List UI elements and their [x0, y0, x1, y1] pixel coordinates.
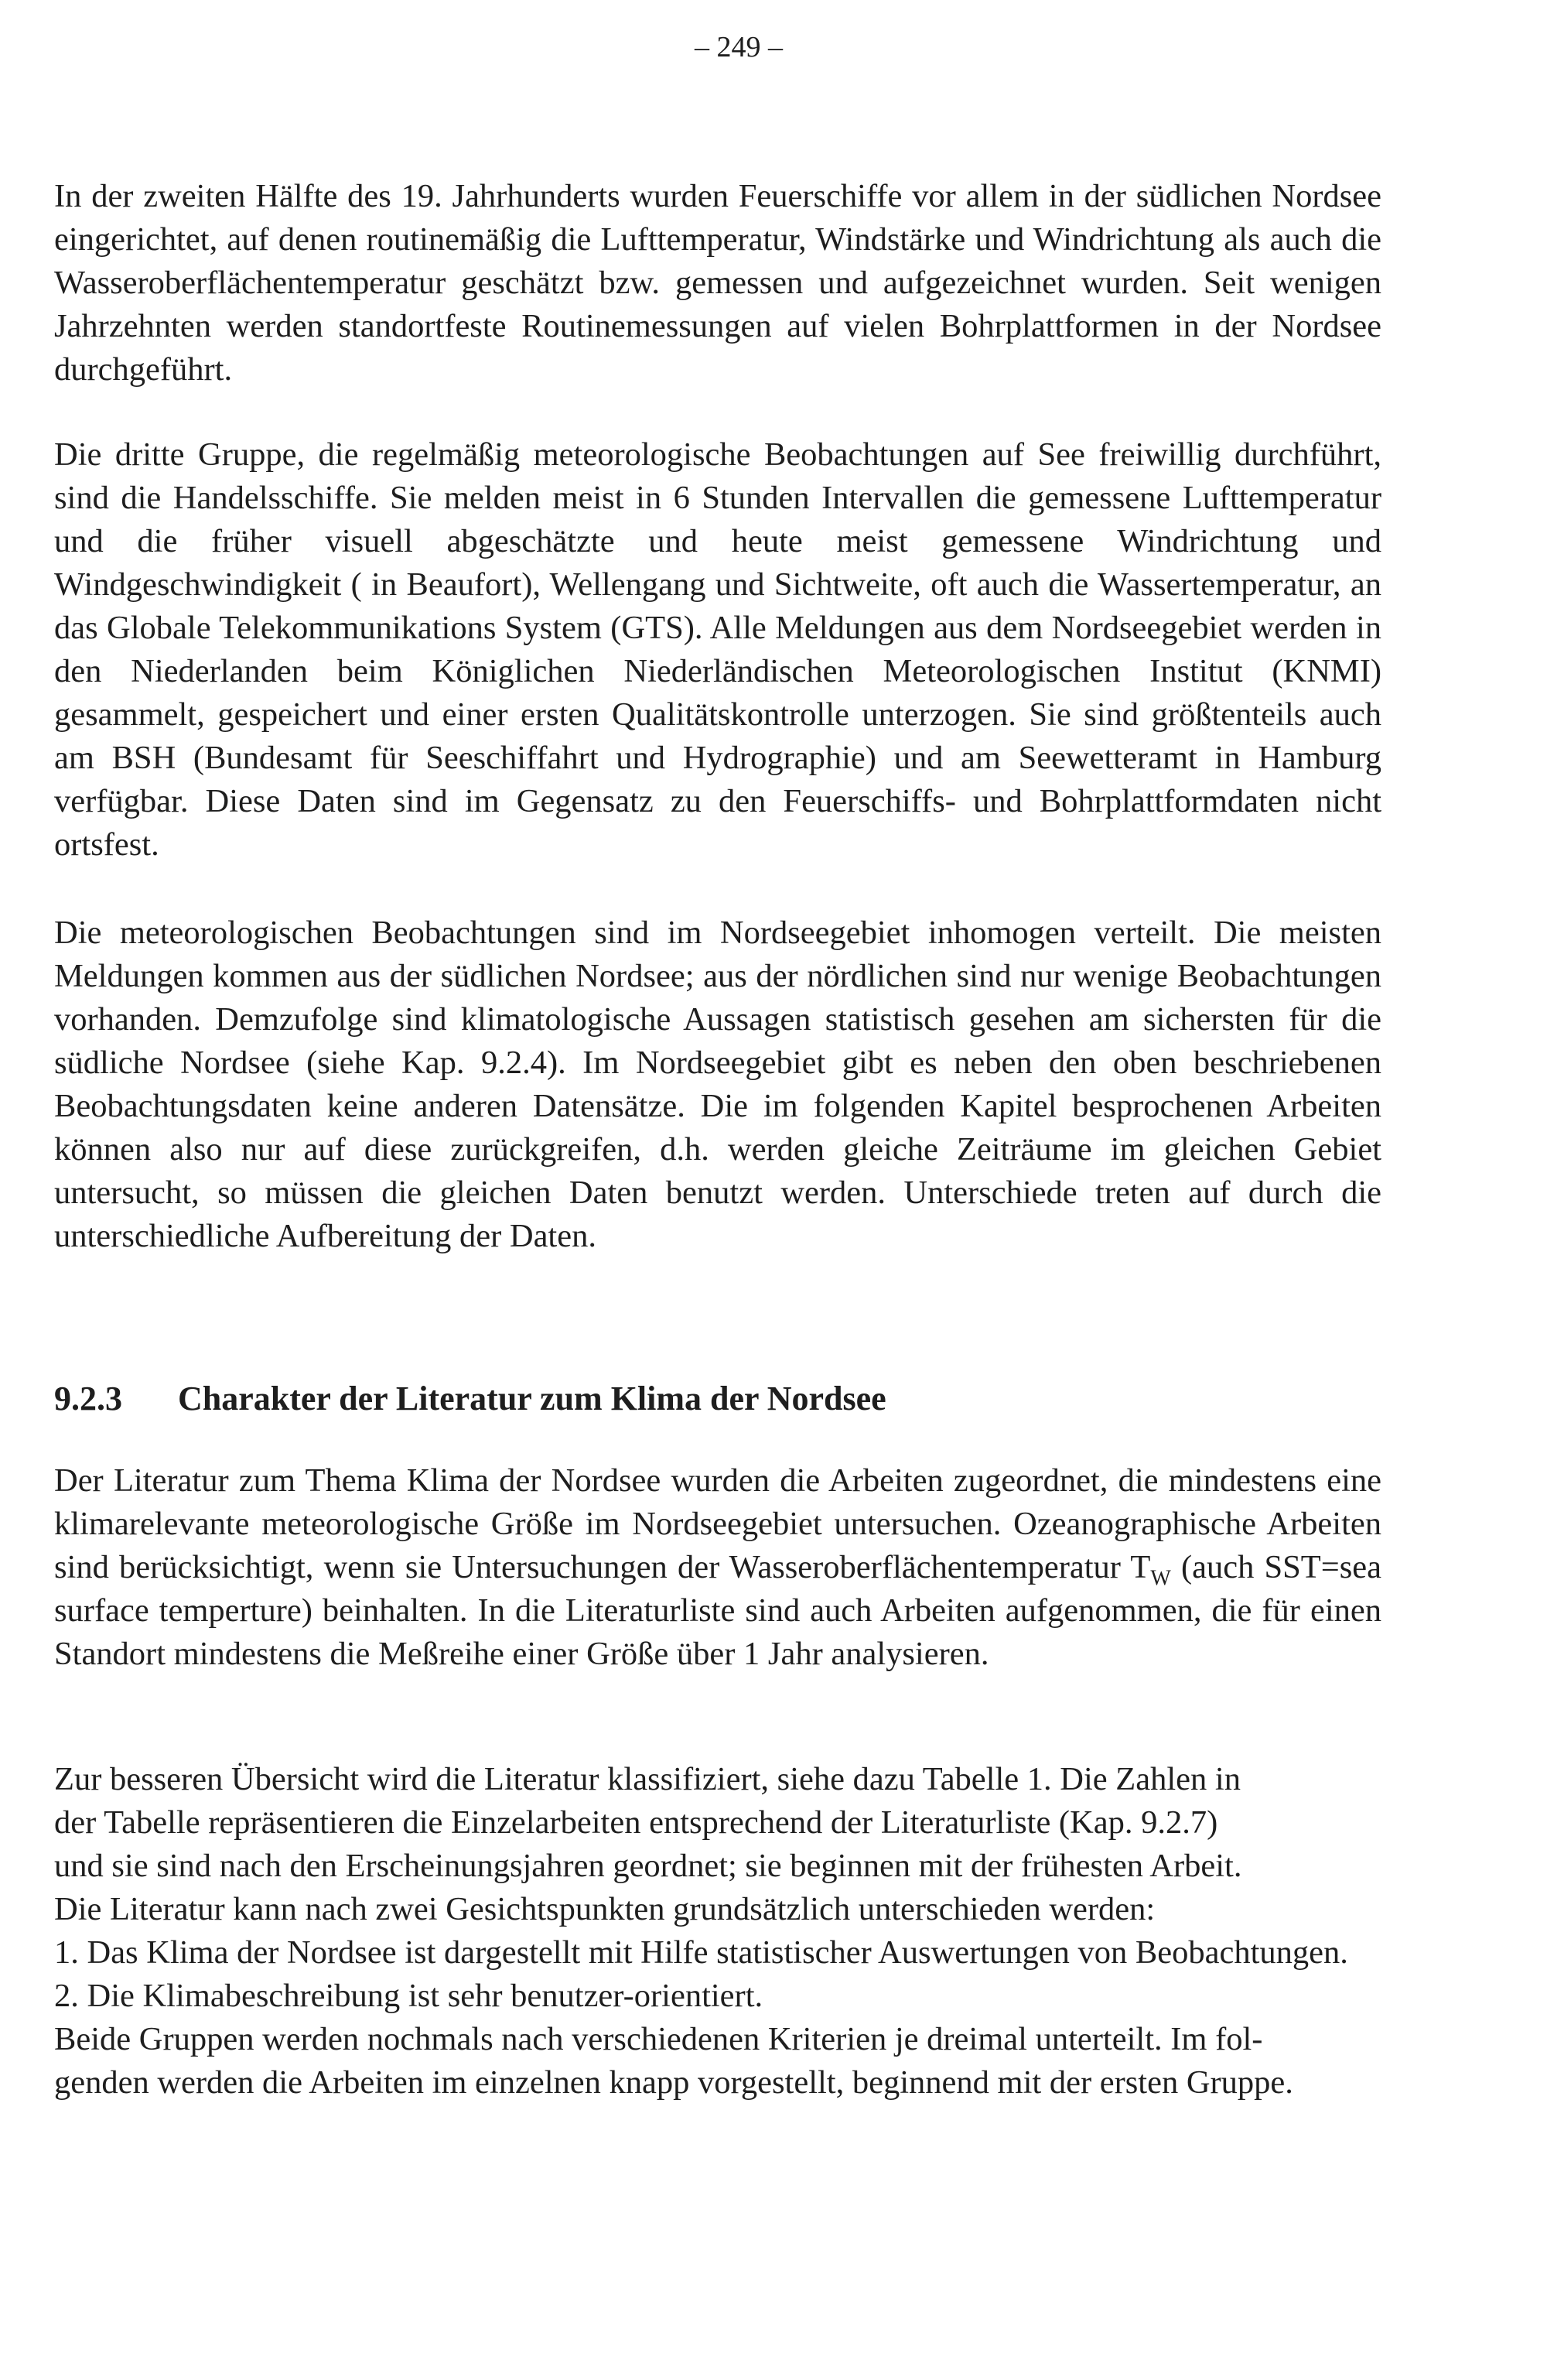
section-heading [54, 1377, 886, 1421]
list-item-1: 1. Das Klima der Nordsee ist dargestellt mit Hilfe statistischer Auswertungen von Beobachtungen. [54, 1934, 1348, 1971]
list-item-2: 2. Die Klimabeschreibung ist sehr benutzer-orientiert. [54, 1978, 763, 2014]
subscript-w: W [1150, 1566, 1171, 1591]
section-title: Charakter der Literatur zum Klima der Nordsee [178, 1380, 886, 1417]
paragraph-merchant-ships: Die dritte Gruppe, die regelmäßig meteorologische Beobachtungen auf See freiwillig durchführt, sind die Handelsschiffe. Sie melden meist in 6 Stunden Intervallen die gemessene Lufttemperatur und die früher visuell abgeschätzte und heute meist gemessene Windrichtung und Windgeschwindigkeit ( in Beaufort), Wellengang und Sichtweite, oft auch die Wassertemperatur, an das Globale Telekommunikations System (GTS). Alle Meldungen aus dem Nordseegebiet werden in den Niederlanden beim Königlichen Niederländischen Meteorologischen Institut (KNMI) gesammelt, gespeichert und einer ersten Qualitätskontrolle unterzogen. Sie sind größtenteils auch am BSH (Bundesamt für Seeschiffahrt und Hydrographie) und am Seewetteramt in Hamburg verfügbar. Diese Daten sind im Gegensatz zu den Feuerschiffs- und Bohrplattformdaten nicht ortsfest. [54, 436, 1381, 863]
text-line: Zur besseren Übersicht wird die Literatur klassifiziert, siehe dazu Tabelle 1. Die Zahlen in [54, 1761, 1241, 1797]
page-number: – 249 – [695, 31, 783, 63]
paragraph-text-part: (auch SST=sea surface temperture) beinhalten. In die Literaturliste sind auch Arbeiten aufgenommen, die für einen Standort mindestens die Meßreihe einer Größe über 1 Jahr analysieren. [54, 1549, 1381, 1672]
text-line: genden werden die Arbeiten im einzelnen knapp vorgestellt, beginnend mit der ersten Gruppe. [54, 2064, 1293, 2101]
paragraph-literature-definition [54, 1459, 1381, 1676]
text-line: und sie sind nach den Erscheinungsjahren geordnet; sie beginnen mit der frühesten Arbeit. [54, 1848, 1242, 1884]
text-line: Die Literatur kann nach zwei Gesichtspunkten grundsätzlich unterschieden werden: [54, 1891, 1156, 1927]
section-number: 9.2.3 [54, 1380, 122, 1417]
text-line: Beide Gruppen werden nochmals nach verschiedenen Kriterien je dreimal unterteilt. Im fol- [54, 2021, 1263, 2057]
paragraph-observation-distribution: Die meteorologischen Beobachtungen sind im Nordseegebiet inhomogen verteilt. Die meisten Meldungen kommen aus der südlichen Nordsee; aus der nördlichen sind nur wenige Beobachtungen vorhanden. Demzufolge sind klimatologische Aussagen statistisch gesehen am sichersten für die südliche Nordsee (siehe Kap. 9.2.4). Im Nordseegebiet gibt es neben den oben beschriebenen Beobachtungsdaten keine anderen Datensätze. Die im folgenden Kapitel besprochenen Arbeiten können also nur auf diese zurückgreifen, d.h. werden gleiche Zeiträume im gleichen Gebiet untersucht, so müssen die gleichen Daten benutzt werden. Unterschiede treten auf durch die unterschiedliche Aufbereitung der Daten. [54, 915, 1381, 1254]
text-line: der Tabelle repräsentieren die Einzelarbeiten entsprechend der Literaturliste (Kap. 9.2.7) [54, 1804, 1218, 1841]
paragraph-text-part: Der Literatur zum Thema Klima der Nordsee wurden die Arbeiten zugeordnet, die mindestens eine klimarelevante meteorologische Größe im Nordseegebiet untersuchen. Ozeanographische Arbeiten sind berücksichtigt, wenn sie Untersuchungen der Wasseroberflächentemperatur T [54, 1462, 1381, 1585]
paragraph-classification [54, 1758, 1381, 2105]
paragraph-lightships: In der zweiten Hälfte des 19. Jahrhunderts wurden Feuerschiffe vor allem in der südlichen Nordsee eingerichtet, auf denen routinemäßig die Lufttemperatur, Windstärke und Windrichtung als auch die Wasseroberflächentemperatur geschätzt bzw. gemessen und aufgezeichnet wurden. Seit wenigen Jahrzehnten werden standortfeste Routinemessungen auf vielen Bohrplattformen in der Nordsee durchgeführt. [54, 178, 1381, 388]
